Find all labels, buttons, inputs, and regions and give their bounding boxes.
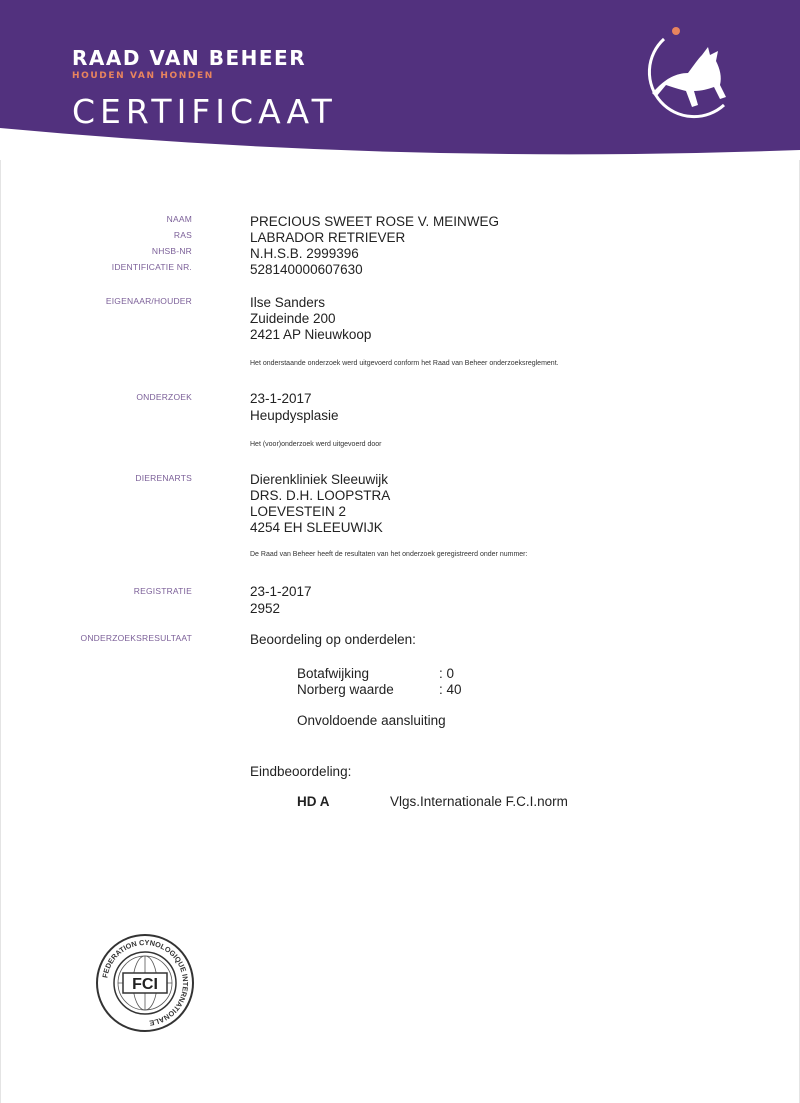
nhsb-number: N.H.S.B. 2999396: [250, 246, 359, 261]
nhsb-label: NHSB-NR: [151, 246, 192, 256]
brand-tagline: HOUDEN VAN HONDEN: [72, 71, 214, 81]
exam-type: Heupdysplasie: [250, 408, 339, 423]
certificate-title: CERTIFICAAT: [72, 92, 337, 131]
vet-street: LOEVESTEIN 2: [250, 504, 347, 519]
result-item-value: : 40: [439, 682, 462, 697]
registration-note: De Raad van Beheer heeft de resultaten van het onderzoek geregistreerd onder nummer:: [250, 551, 528, 558]
registration-number: 2952: [250, 601, 281, 616]
fci-text: FCI: [132, 976, 158, 993]
dog-logo-icon: [628, 25, 738, 125]
regulation-note: Het onderstaande onderzoek werd uitgevoerd conform het Raad van Beheer onderzoeksreglement.: [250, 360, 559, 367]
dog-name: PRECIOUS SWEET ROSE V. MEINWEG: [250, 214, 500, 229]
exam-label: ONDERZOEK: [136, 392, 192, 402]
result-heading: Beoordeling op onderdelen:: [250, 632, 416, 647]
final-heading: Eindbeoordeling:: [250, 764, 352, 779]
fci-ring-text: FEDERATION CYNOLOGIQUE INTERNATIONALE: [100, 937, 191, 1028]
naam-label: NAAM: [166, 214, 192, 224]
exam-date: 23-1-2017: [250, 391, 312, 406]
vet-doctor: DRS. D.H. LOOPSTRA: [250, 488, 391, 503]
performed-by-note: Het (voor)onderzoek werd uitgevoerd door: [250, 441, 382, 448]
registration-date: 23-1-2017: [250, 584, 312, 599]
identificatie-label: IDENTIFICATIE NR.: [111, 262, 192, 272]
vet-clinic: Dierenkliniek Sleeuwijk: [250, 472, 389, 487]
owner-name: Ilse Sanders: [250, 295, 326, 310]
fci-seal-icon: [95, 933, 195, 1033]
brand-title: RAAD VAN BEHEER: [72, 46, 307, 70]
result-label: ONDERZOEKSRESULTAAT: [80, 633, 192, 643]
registration-label: REGISTRATIE: [133, 586, 192, 596]
ras-label: RAS: [173, 230, 192, 240]
final-grade: HD A: [297, 794, 330, 809]
identification-number: 528140000607630: [250, 262, 363, 277]
owner-city: 2421 AP Nieuwkoop: [250, 327, 372, 342]
vet-city: 4254 EH SLEEUWIJK: [250, 520, 383, 535]
vet-label: DIERENARTS: [135, 473, 192, 483]
final-norm: Vlgs.Internationale F.C.I.norm: [390, 794, 568, 809]
result-item-value: : 0: [439, 666, 455, 681]
result-item-name: Norberg waarde: [297, 682, 394, 697]
dog-breed: LABRADOR RETRIEVER: [250, 230, 406, 245]
result-remark: Onvoldoende aansluiting: [297, 713, 446, 728]
owner-label: EIGENAAR/HOUDER: [105, 296, 192, 306]
owner-street: Zuideinde 200: [250, 311, 336, 326]
result-item-name: Botafwijking: [297, 666, 370, 681]
